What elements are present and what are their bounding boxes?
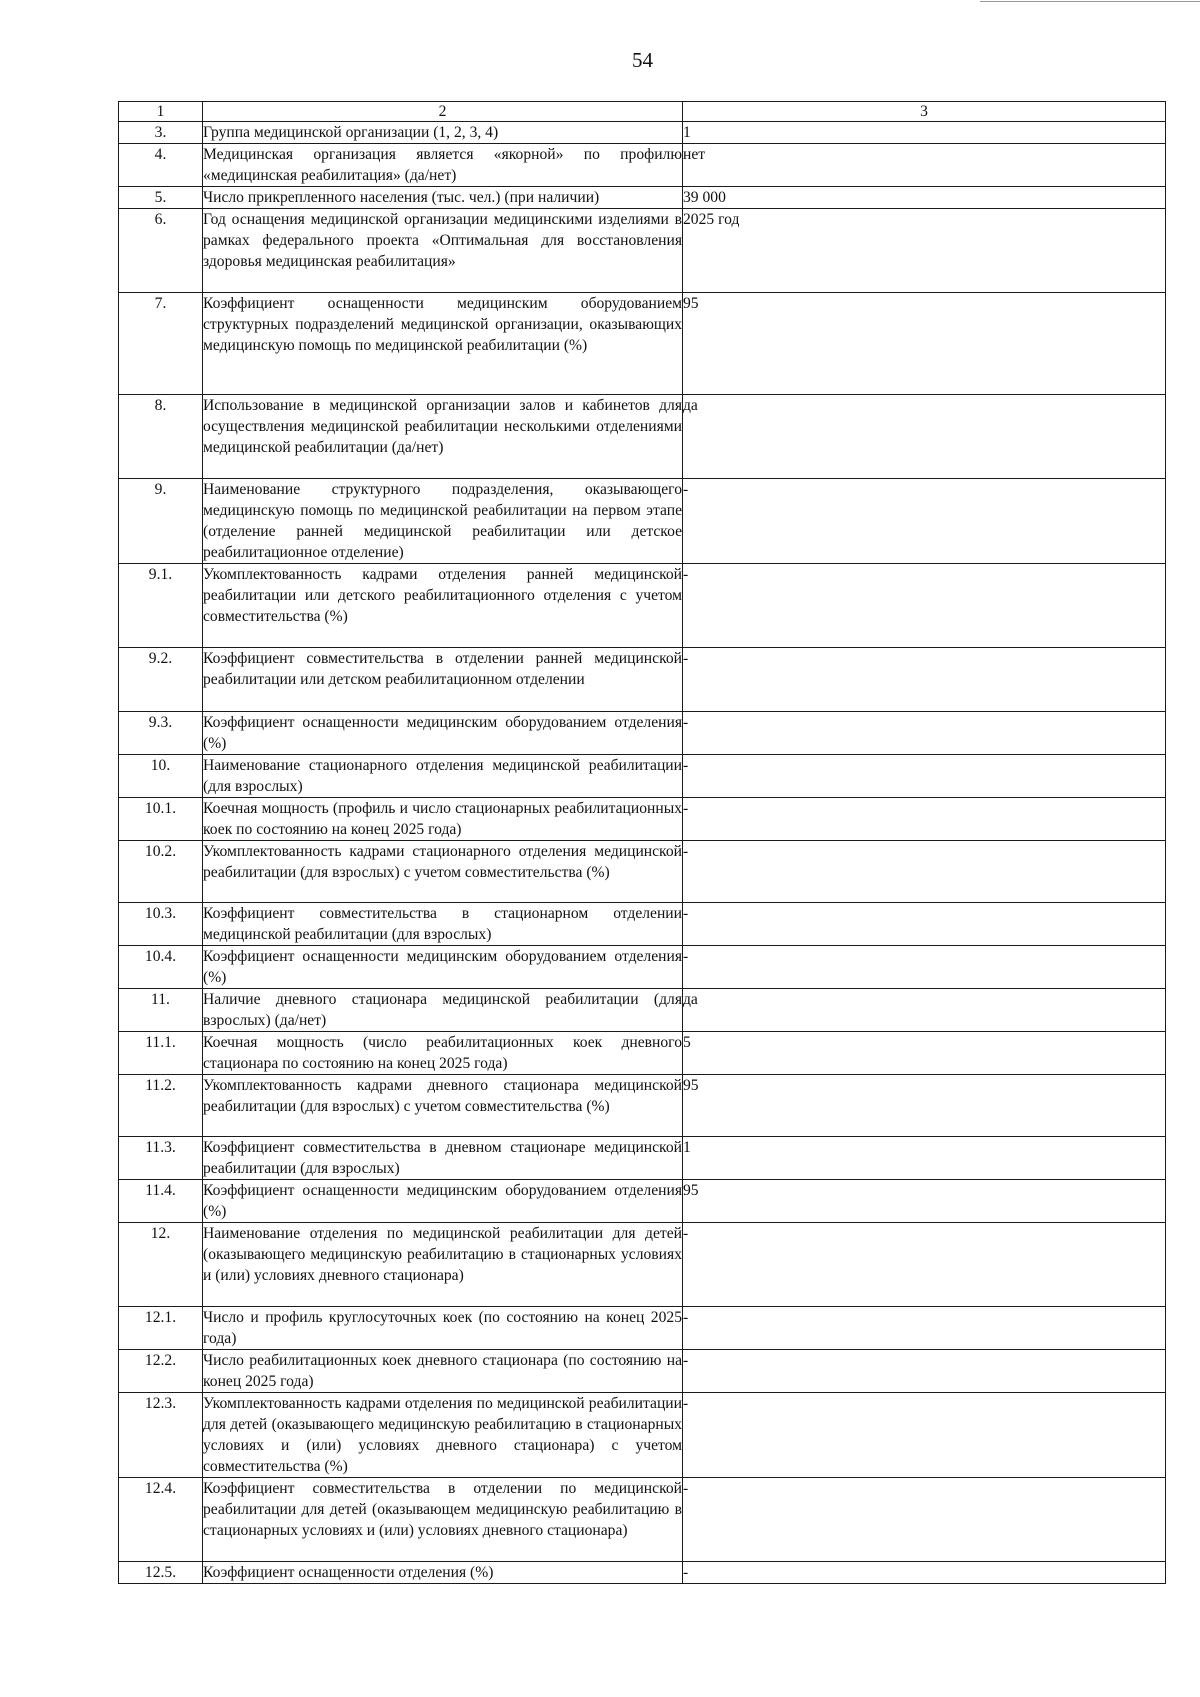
row-indicator-name: Группа медицинской организации (1, 2, 3, 4) <box>203 122 683 144</box>
table-row <box>119 1032 1166 1075</box>
table-row <box>119 1562 1166 1584</box>
header-col-2: 2 <box>203 102 683 122</box>
row-value: - <box>683 841 1166 903</box>
row-value: 5 <box>683 1032 1166 1075</box>
row-indicator-name: Коэффициент оснащенности отделения (%) <box>203 1562 683 1584</box>
table-row <box>119 1075 1166 1137</box>
table-row <box>119 712 1166 755</box>
row-indicator-name: Коэффициент оснащенности медицинским оборудованием отделения (%) <box>203 946 683 989</box>
row-value: - <box>683 1393 1166 1478</box>
row-value: - <box>683 946 1166 989</box>
row-value: - <box>683 903 1166 946</box>
table-row <box>119 395 1166 479</box>
table-row <box>119 798 1166 841</box>
row-value: - <box>683 1478 1166 1562</box>
table-row <box>119 209 1166 293</box>
row-number: 6. <box>119 209 203 293</box>
row-value: - <box>683 755 1166 798</box>
table-row <box>119 1478 1166 1562</box>
row-number: 11. <box>119 989 203 1032</box>
table-header-row <box>119 102 1166 122</box>
row-indicator-name: Число и профиль круглосуточных коек (по состоянию на конец 2025 года) <box>203 1307 683 1350</box>
row-value: - <box>683 1350 1166 1393</box>
table-row <box>119 648 1166 712</box>
row-number: 11.4. <box>119 1180 203 1223</box>
row-number: 9. <box>119 479 203 564</box>
document-table <box>118 101 1166 1584</box>
table-row <box>119 1137 1166 1180</box>
table-row <box>119 755 1166 798</box>
row-number: 9.3. <box>119 712 203 755</box>
row-number: 9.1. <box>119 564 203 648</box>
header-col-1: 1 <box>119 102 203 122</box>
row-value: да <box>683 395 1166 479</box>
row-number: 7. <box>119 293 203 395</box>
row-value: - <box>683 1307 1166 1350</box>
row-indicator-name: Коэффициент оснащенности медицинским оборудованием отделения (%) <box>203 1180 683 1223</box>
table-row <box>119 1350 1166 1393</box>
row-indicator-name: Укомплектованность кадрами отделения по медицинской реабилитации для детей (оказывающего медицинскую реабилитацию в стационарных условиях и (или) условиях дневного стационара) с учетом совместительства (%) <box>203 1393 683 1478</box>
row-value: нет <box>683 144 1166 187</box>
row-value: 39 000 <box>683 187 1166 209</box>
row-value: 95 <box>683 1075 1166 1137</box>
row-indicator-name: Число прикрепленного населения (тыс. чел.) (при наличии) <box>203 187 683 209</box>
table-row <box>119 1180 1166 1223</box>
row-value: - <box>683 564 1166 648</box>
row-number: 8. <box>119 395 203 479</box>
row-indicator-name: Коэффициент оснащенности медицинским оборудованием отделения (%) <box>203 712 683 755</box>
row-number: 9.2. <box>119 648 203 712</box>
table-row <box>119 946 1166 989</box>
row-indicator-name: Использование в медицинской организации залов и кабинетов для осуществления медицинской реабилитации несколькими отделениями медицинской реабилитации (да/нет) <box>203 395 683 479</box>
table-row <box>119 841 1166 903</box>
row-indicator-name: Укомплектованность кадрами отделения ранней медицинской реабилитации или детского реабилитационного отделения с учетом совместительства (%) <box>203 564 683 648</box>
table-row <box>119 989 1166 1032</box>
row-indicator-name: Укомплектованность кадрами стационарного отделения медицинской реабилитации (для взрослых) с учетом совместительства (%) <box>203 841 683 903</box>
row-number: 10.3. <box>119 903 203 946</box>
row-number: 5. <box>119 187 203 209</box>
row-indicator-name: Наименование отделения по медицинской реабилитации для детей (оказывающего медицинскую реабилитацию в стационарных условиях и (или) условиях дневного стационара) <box>203 1223 683 1307</box>
row-indicator-name: Коечная мощность (число реабилитационных коек дневного стационара по состоянию на конец 2025 года) <box>203 1032 683 1075</box>
row-number: 12.3. <box>119 1393 203 1478</box>
row-number: 12.4. <box>119 1478 203 1562</box>
row-number: 11.1. <box>119 1032 203 1075</box>
row-indicator-name: Наименование стационарного отделения медицинской реабилитации (для взрослых) <box>203 755 683 798</box>
table-row <box>119 144 1166 187</box>
table-row <box>119 903 1166 946</box>
row-number: 10.1. <box>119 798 203 841</box>
row-indicator-name: Год оснащения медицинской организации медицинскими изделиями в рамках федерального проекта «Оптимальная для восстановления здоровья медицинская реабилитация» <box>203 209 683 293</box>
table-row <box>119 564 1166 648</box>
row-number: 12.5. <box>119 1562 203 1584</box>
row-value: - <box>683 479 1166 564</box>
row-number: 10.4. <box>119 946 203 989</box>
row-number: 11.2. <box>119 1075 203 1137</box>
top-edge-rule <box>980 1 1200 2</box>
row-value: - <box>683 712 1166 755</box>
row-value: 1 <box>683 1137 1166 1180</box>
row-number: 11.3. <box>119 1137 203 1180</box>
row-number: 10. <box>119 755 203 798</box>
table-row <box>119 293 1166 395</box>
row-indicator-name: Укомплектованность кадрами дневного стационара медицинской реабилитации (для взрослых) с учетом совместительства (%) <box>203 1075 683 1137</box>
row-number: 3. <box>119 122 203 144</box>
row-number: 4. <box>119 144 203 187</box>
row-indicator-name: Медицинская организация является «якорной» по профилю «медицинская реабилитация» (да/нет) <box>203 144 683 187</box>
page-number: 54 <box>632 48 653 72</box>
row-value: 1 <box>683 122 1166 144</box>
row-indicator-name: Наименование структурного подразделения, оказывающего медицинскую помощь по медицинской реабилитации на первом этапе (отделение ранней медицинской реабилитации или детское реабилитационное отделение) <box>203 479 683 564</box>
row-value: да <box>683 989 1166 1032</box>
row-number: 12.2. <box>119 1350 203 1393</box>
row-number: 12.1. <box>119 1307 203 1350</box>
row-indicator-name: Коэффициент совместительства в дневном стационаре медицинской реабилитации (для взрослых) <box>203 1137 683 1180</box>
table-row <box>119 479 1166 564</box>
row-value: 95 <box>683 1180 1166 1223</box>
row-indicator-name: Коэффициент оснащенности медицинским оборудованием структурных подразделений медицинской организации, оказывающих медицинскую помощь по медицинской реабилитации (%) <box>203 293 683 395</box>
row-indicator-name: Коэффициент совместительства в отделении ранней медицинской реабилитации или детском реабилитационном отделении <box>203 648 683 712</box>
table-row <box>119 1223 1166 1307</box>
table-row <box>119 187 1166 209</box>
row-number: 12. <box>119 1223 203 1307</box>
table-row <box>119 1307 1166 1350</box>
row-value: - <box>683 648 1166 712</box>
row-value: - <box>683 1223 1166 1307</box>
table-row <box>119 122 1166 144</box>
row-indicator-name: Коэффициент совместительства в стационарном отделении медицинской реабилитации (для взрослых) <box>203 903 683 946</box>
row-value: 2025 год <box>683 209 1166 293</box>
row-value: - <box>683 798 1166 841</box>
row-indicator-name: Коэффициент совместительства в отделении по медицинской реабилитации для детей (оказывающем медицинскую реабилитацию в стационарных условиях и (или) условиях дневного стационара) <box>203 1478 683 1562</box>
row-indicator-name: Наличие дневного стационара медицинской реабилитации (для взрослых) (да/нет) <box>203 989 683 1032</box>
row-indicator-name: Коечная мощность (профиль и число стационарных реабилитационных коек по состоянию на конец 2025 года) <box>203 798 683 841</box>
table-row <box>119 1393 1166 1478</box>
row-indicator-name: Число реабилитационных коек дневного стационара (по состоянию на конец 2025 года) <box>203 1350 683 1393</box>
row-number: 10.2. <box>119 841 203 903</box>
header-col-3: 3 <box>683 102 1166 122</box>
row-value: - <box>683 1562 1166 1584</box>
row-value: 95 <box>683 293 1166 395</box>
